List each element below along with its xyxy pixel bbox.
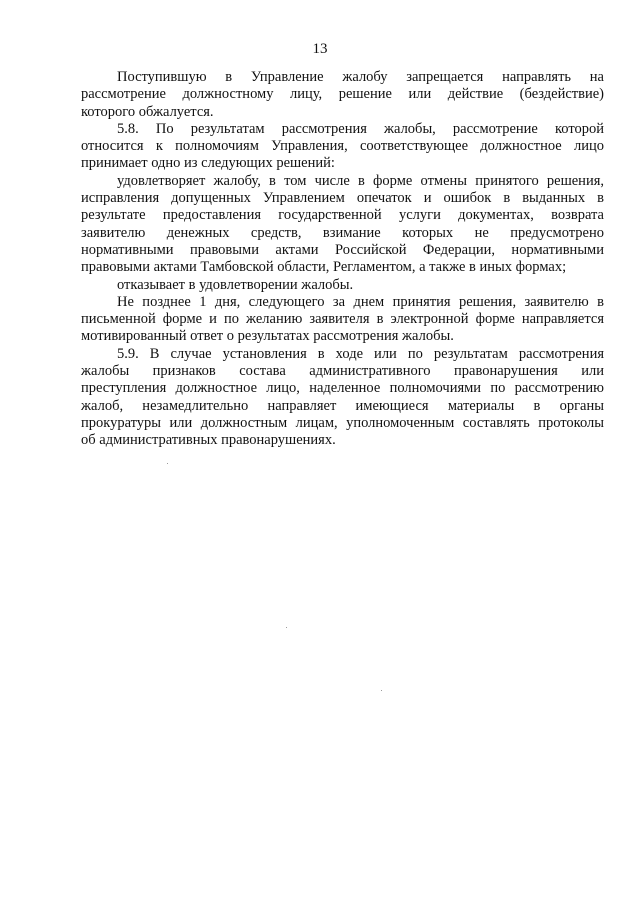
paragraph-refuses-complaint — [81, 277, 604, 294]
text-line: 5.8. По результатам рассмотрения жалобы, рассмотрение которой — [117, 120, 604, 137]
text-line: исправления допущенных Управлением опечаток и ошибок в выданных в — [81, 190, 604, 207]
text-line: принимает одно из следующих решений: — [81, 155, 335, 172]
text-line: Поступившую в Управление жалобу запрещается направлять на — [117, 69, 604, 85]
scan-speck — [286, 627, 287, 628]
text-line: Не позднее 1 дня, следующего за днем принятия решения, заявителю в — [117, 293, 604, 310]
text-line: заявителю денежных средств, взимание которых не предусмотрено — [81, 224, 604, 241]
paragraph-5-8 — [81, 121, 604, 173]
paragraph-satisfies-complaint — [81, 173, 604, 277]
text-line: нормативными правовыми актами Российской Федерации, нормативными — [81, 241, 604, 258]
text-line: результате предоставления государственной услуги документах, возврата — [81, 207, 604, 224]
text-line: жалоб, незамедлительно направляет имеющиеся материалы в органы — [81, 397, 604, 414]
text-line: отказывает в удовлетворении жалобы. — [117, 276, 354, 293]
text-line: преступления должностное лицо, наделенное полномочиями по рассмотрению — [81, 380, 604, 397]
text-line: правовыми актами Тамбовской области, Регламентом, а также в иных формах; — [81, 259, 567, 276]
document-body — [81, 69, 604, 450]
text-line: жалобы признаков состава административного правонарушения или — [81, 363, 604, 380]
text-line: письменной форме и по желанию заявителя в электронной форме направляется — [81, 311, 604, 328]
page-number: 13 — [312, 41, 328, 57]
text-line: 5.9. В случае установления в ходе или по результатам рассмотрения — [117, 345, 604, 362]
paragraph-5-9 — [81, 346, 604, 450]
text-line: мотивированный ответ о результатах рассмотрения жалобы. — [81, 328, 454, 345]
text-line: удовлетворяет жалобу, в том числе в форме отмены принятого решения, — [117, 172, 604, 189]
text-line: относится к полномочиям Управления, соответствующее должностное лицо — [81, 138, 604, 155]
scan-speck — [167, 463, 168, 464]
scan-speck — [381, 690, 382, 691]
paragraph-complaint-redirect-ban — [81, 69, 604, 121]
text-line: прокуратуры или должностным лицам, уполномоченным составлять протоколы — [81, 414, 604, 431]
paragraph-response-deadline — [81, 294, 604, 346]
text-line: которого обжалуется. — [81, 103, 214, 120]
text-line: рассмотрение должностному лицу, решение или действие (бездействие) — [81, 86, 604, 103]
text-line: об административных правонарушениях. — [81, 432, 336, 449]
